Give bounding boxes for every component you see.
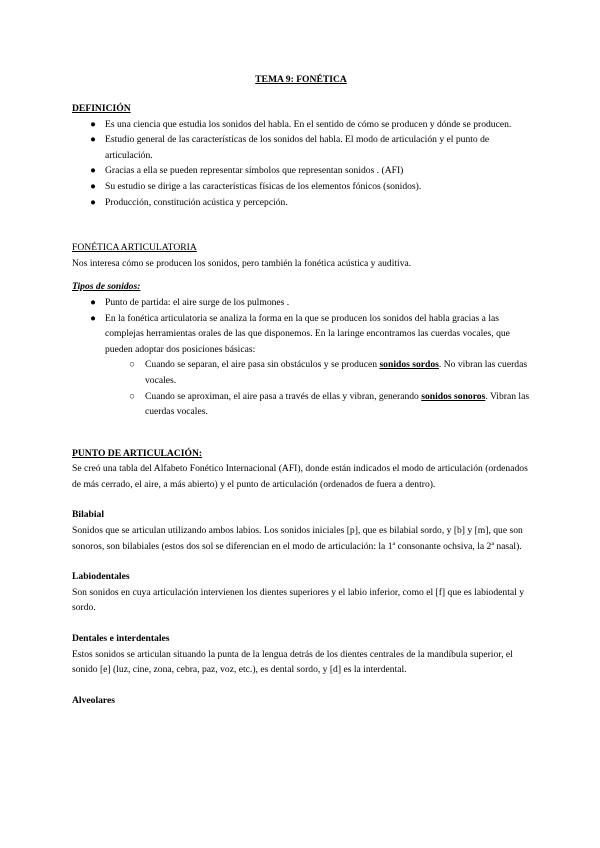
- section-labiodentales: [72, 569, 530, 616]
- list-item: ○ Cuando se separan, el aire pasa sin obstáculos y se producen sonidos sordos. No vibran las cuerdas vocales.: [72, 357, 530, 388]
- section-heading-definicion: DEFINICIÓN: [72, 103, 131, 114]
- subheading-bilabial: Bilabial: [72, 509, 104, 521]
- subheading-labiodentales: Labiodentales: [72, 571, 130, 583]
- sub-bullet-icon: ○: [129, 359, 135, 371]
- page-title: TEMA 9: FONÉTICA: [255, 74, 347, 85]
- list-item: ● Estudio general de las características de los sonidos del habla. El modo de articulación y el punto de articulación.: [72, 132, 530, 163]
- bullet-icon: ●: [90, 312, 96, 324]
- paragraph: Se creó una tabla del Alfabeto Fonético Internacional (AFI), donde están indicados el modo de articulación (ordenados de más cerrado, el aire, a más abierto) y el punto de articulación (ordenados de fuera a dentro).: [72, 463, 528, 490]
- section-fonetica-articulatoria: [72, 240, 530, 271]
- list-item: ● Gracias a ella se pueden representar símbolos que representan sonidos . (AFI): [72, 163, 530, 179]
- bullet-icon: ●: [90, 180, 96, 192]
- subheading-dentales: Dentales e interdentales: [72, 633, 170, 645]
- section-heading-fonetica-articulatoria: FONÉTICA ARTICULATORIA: [72, 242, 197, 254]
- bullet-icon: ●: [90, 165, 96, 177]
- section-tipos-sonidos: [72, 279, 530, 419]
- bullet-icon: ●: [90, 296, 96, 308]
- section-punto-articulacion: [72, 446, 530, 493]
- paragraph: Estos sonidos se articulan situando la punta de la lengua detrás de los dientes centrales de la mandíbula superior, el sonido [e] (luz, cine, zona, cebra, paz, voz, etc.), es dental sordo, y [d] es la interdental.: [72, 648, 513, 676]
- list-item: ● Es una ciencia que estudia los sonidos del habla. En el sentido de cómo se producen y dónde se producen.: [72, 117, 530, 133]
- definicion-bullet-list: [72, 117, 530, 211]
- paragraph: Son sonidos en cuya articulación intervienen los dientes superiores y el labio inferior, como el [f] que es labiodental y sordo.: [72, 586, 524, 614]
- section-bilabial: [72, 507, 530, 554]
- bullet-icon: ●: [90, 196, 96, 208]
- list-item: ● Producción, constitución acústica y percepción.: [72, 195, 530, 211]
- document-page: [72, 72, 530, 708]
- section-heading-tipos-sonidos: Tipos de sonidos:: [72, 281, 141, 293]
- section-definicion: [72, 101, 530, 210]
- sub-bullet-icon: ○: [129, 390, 135, 402]
- paragraph: Nos interesa cómo se producen los sonidos, pero también la fonética acústica y auditiva.: [72, 257, 412, 269]
- section-dentales: [72, 631, 530, 678]
- list-item: ● En la fonética articulatoria se analiza la forma en la que se producen los sonidos del habla gracias a las complejas herramientas orales de las que disponemos. En la laringe encontramos las cuerdas vocales, que pueden adoptar dos posiciones básicas: ○ Cuando se separan, el aire pasa sin obstáculos y se producen sonidos sordos. No vibran las cuerdas vocales. ○ Cuando se aproximan, el aire pasa a través de ellas y vibran, generando sonidos sonoros. Vibran las cuerdas vocales.: [72, 311, 530, 420]
- list-item: ● Su estudio se dirige a las características físicas de los elementos fónicos (sonidos).: [72, 179, 530, 195]
- emphasis-sonidos-sonoros: sonidos sonoros: [421, 390, 486, 402]
- bullet-icon: ●: [90, 118, 96, 130]
- section-heading-punto-articulacion: PUNTO DE ARTICULACIÓN:: [72, 447, 203, 459]
- emphasis-sonidos-sordos: sonidos sordos: [379, 359, 439, 371]
- tipos-bullet-list: [72, 295, 530, 420]
- list-item: ○ Cuando se aproximan, el aire pasa a través de ellas y vibran, generando sonidos sonoros. Vibran las cuerdas vocales.: [72, 389, 530, 420]
- bullet-icon: ●: [90, 134, 96, 146]
- list-item: ● Punto de partida: el aire surge de los pulmones .: [72, 295, 530, 311]
- subheading-alveolares: Alveolares: [72, 694, 115, 706]
- section-alveolares: [72, 693, 530, 709]
- sub-bullet-list: [72, 357, 530, 419]
- paragraph: Sonidos que se articulan utilizando ambos labios. Los sonidos iniciales [p], que es bilabial sordo, y [b] y [m], que son sonoros, son bilabiales (estos dos sol se diferencian en el modo de articulación: la 1ª consonante ochsiva, la 2ª nasal).: [72, 525, 523, 552]
